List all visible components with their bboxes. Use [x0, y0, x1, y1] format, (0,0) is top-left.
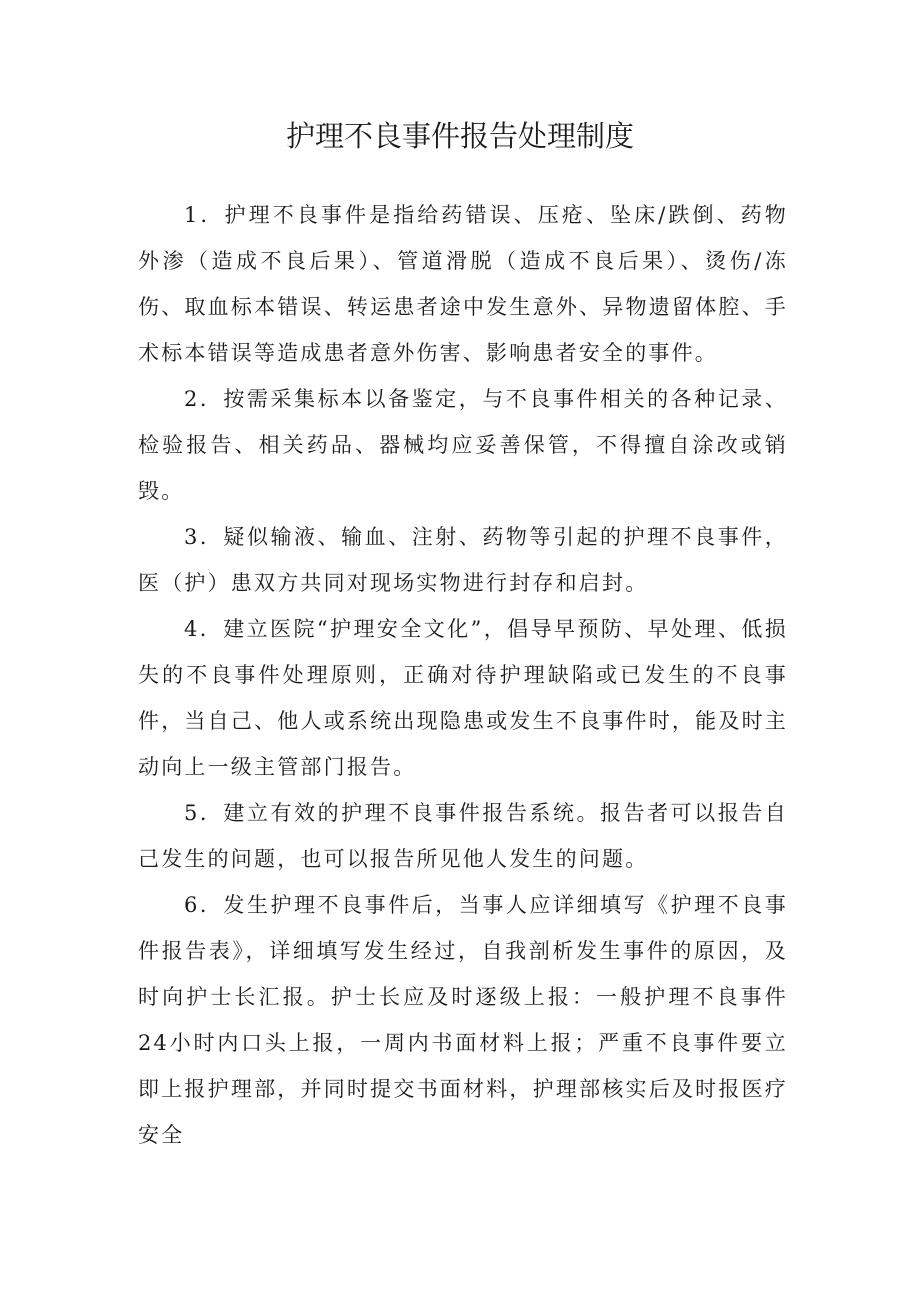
- paragraph-6: 6．发生护理不良事件后，当事人应详细填写《护理不良事件报告表》，详细填写发生经过，自我剖析发生事件的原因，及时向护士长汇报。护士长应及时逐级上报：一般护理不良事件24小时内口头上报，一周内书面材料上报；严重不良事件要立即上报护理部，并同时提交书面材料，护理部核实后及时报医疗安全: [138, 893, 788, 1147]
- document-body: [138, 192, 788, 1158]
- paragraph-1: 1．护理不良事件是指给药错误、压疮、坠床/跌倒、药物外渗（造成不良后果）、管道滑脱（造成不良后果）、烫伤/冻伤、取血标本错误、转运患者途中发生意外、异物遗留体腔、手术标本错误等造成患者意外伤害、影响患者安全的事件。: [138, 203, 788, 365]
- paragraph-4: 4．建立医院“护理安全文化”，倡导早预防、早处理、低损失的不良事件处理原则，正确对待护理缺陷或已发生的不良事件，当自己、他人或系统出现隐患或发生不良事件时，能及时主动向上一级主管部门报告。: [138, 617, 788, 779]
- document-title: 护理不良事件报告处理制度: [285, 119, 634, 153]
- paragraph-3: 3．疑似输液、输血、注射、药物等引起的护理不良事件，医（护）患双方共同对现场实物进行封存和启封。: [138, 525, 788, 595]
- paragraph-5: 5．建立有效的护理不良事件报告系统。报告者可以报告自己发生的问题，也可以报告所见他人发生的问题。: [138, 801, 788, 871]
- paragraph-2: 2．按需采集标本以备鉴定，与不良事件相关的各种记录、检验报告、相关药品、器械均应妥善保管，不得擅自涂改或销毁。: [138, 387, 788, 503]
